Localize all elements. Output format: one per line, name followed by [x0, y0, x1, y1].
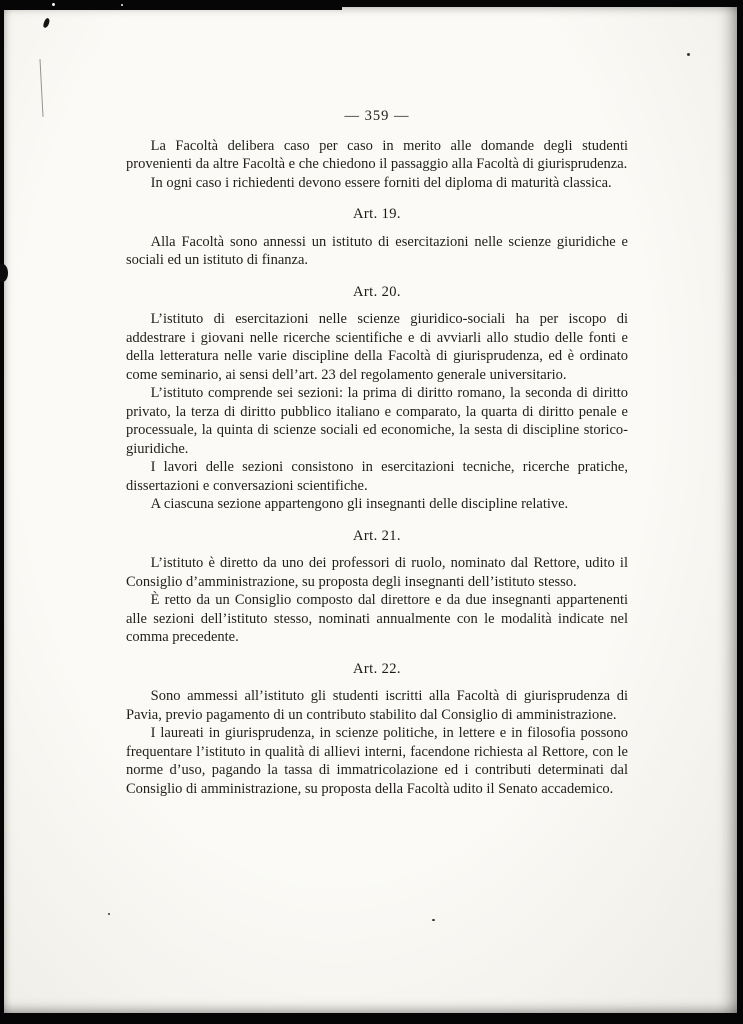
paragraph: I laureati in giurisprudenza, in scienze politiche, in lettere e in filosofia possono frequentare l’istituto in qualità di allievi interni, facendone richiesta al Rettore, con le norme d’uso, pagando la tassa di immatricolazione ed i contributi determinati dal Consiglio di amministrazione, su proposta della Facoltà udito il Senato accademico.	[126, 725, 628, 797]
paragraph: In ogni caso i richiedenti devono essere forniti del diploma di maturità classica.	[150, 174, 612, 191]
scan-artifact	[52, 3, 55, 6]
scan-artifact	[432, 919, 435, 921]
page	[4, 7, 737, 1013]
article-heading: Art. 21.	[353, 527, 401, 544]
page-content	[126, 107, 628, 798]
paragraph: L’istituto di esercitazioni nelle scienze giuridico-sociali ha per iscopo di addestrare i giovani nelle ricerche scientifiche e di avviarli allo studio delle fonti e della letteratura nelle varie discipline della Facoltà di giurisprudenza, ed è ordinato come seminario, ai sensi dell’art. 23 del regolamento generale universitario.	[126, 311, 628, 383]
article-heading: Art. 19.	[353, 206, 401, 222]
paragraph: È retto da un Consiglio composto dal direttore e da due insegnanti appartenenti alle sezioni dell’istituto stesso, nominati annualmente con le modalità indicate nel comma precedente.	[126, 592, 628, 645]
paragraph: Sono ammessi all’istituto gli studenti iscritti alla Facoltà di giurisprudenza di Pavia, previo pagamento di un contributo stabilito dal Consiglio di amministrazione.	[126, 688, 628, 723]
article-heading: Art. 20.	[353, 283, 401, 300]
paragraph: A ciascuna sezione appartengono gli insegnanti delle discipline relative.	[150, 496, 569, 512]
scan-artifact	[687, 53, 690, 56]
paragraph: I lavori delle sezioni consistono in esercitazioni tecniche, ricerche pratiche, dissertazioni e conversazioni scientifiche.	[126, 459, 628, 494]
page-number: — 359 —	[344, 108, 410, 124]
paragraph: La Facoltà delibera caso per caso in merito alle domande degli studenti provenienti da altre Facoltà e che chiedono il passaggio alla Facoltà di giurisprudenza.	[126, 137, 628, 172]
paragraph: L’istituto è diretto da uno dei professori di ruolo, nominato dal Rettore, udito il Consiglio d’amministrazione, su proposta degli insegnanti dell’istituto stesso.	[126, 555, 628, 590]
scan-artifact	[108, 913, 110, 915]
paragraph: L’istituto comprende sei sezioni: la prima di diritto romano, la seconda di diritto privato, la terza di diritto pubblico italiano e comparato, la quarta di diritto penale e processuale, la quinta di scienze sociali ed economiche, la sesta di discipline storico-giuridiche.	[126, 385, 628, 457]
paragraph: Alla Facoltà sono annessi un istituto di esercitazioni nelle scienze giuridiche e sociali ed un istituto di finanza.	[126, 233, 628, 268]
scan-artifact	[43, 17, 51, 28]
scan-artifact	[121, 4, 123, 6]
scan-artifact	[39, 59, 43, 117]
article-heading: Art. 22.	[353, 660, 401, 677]
